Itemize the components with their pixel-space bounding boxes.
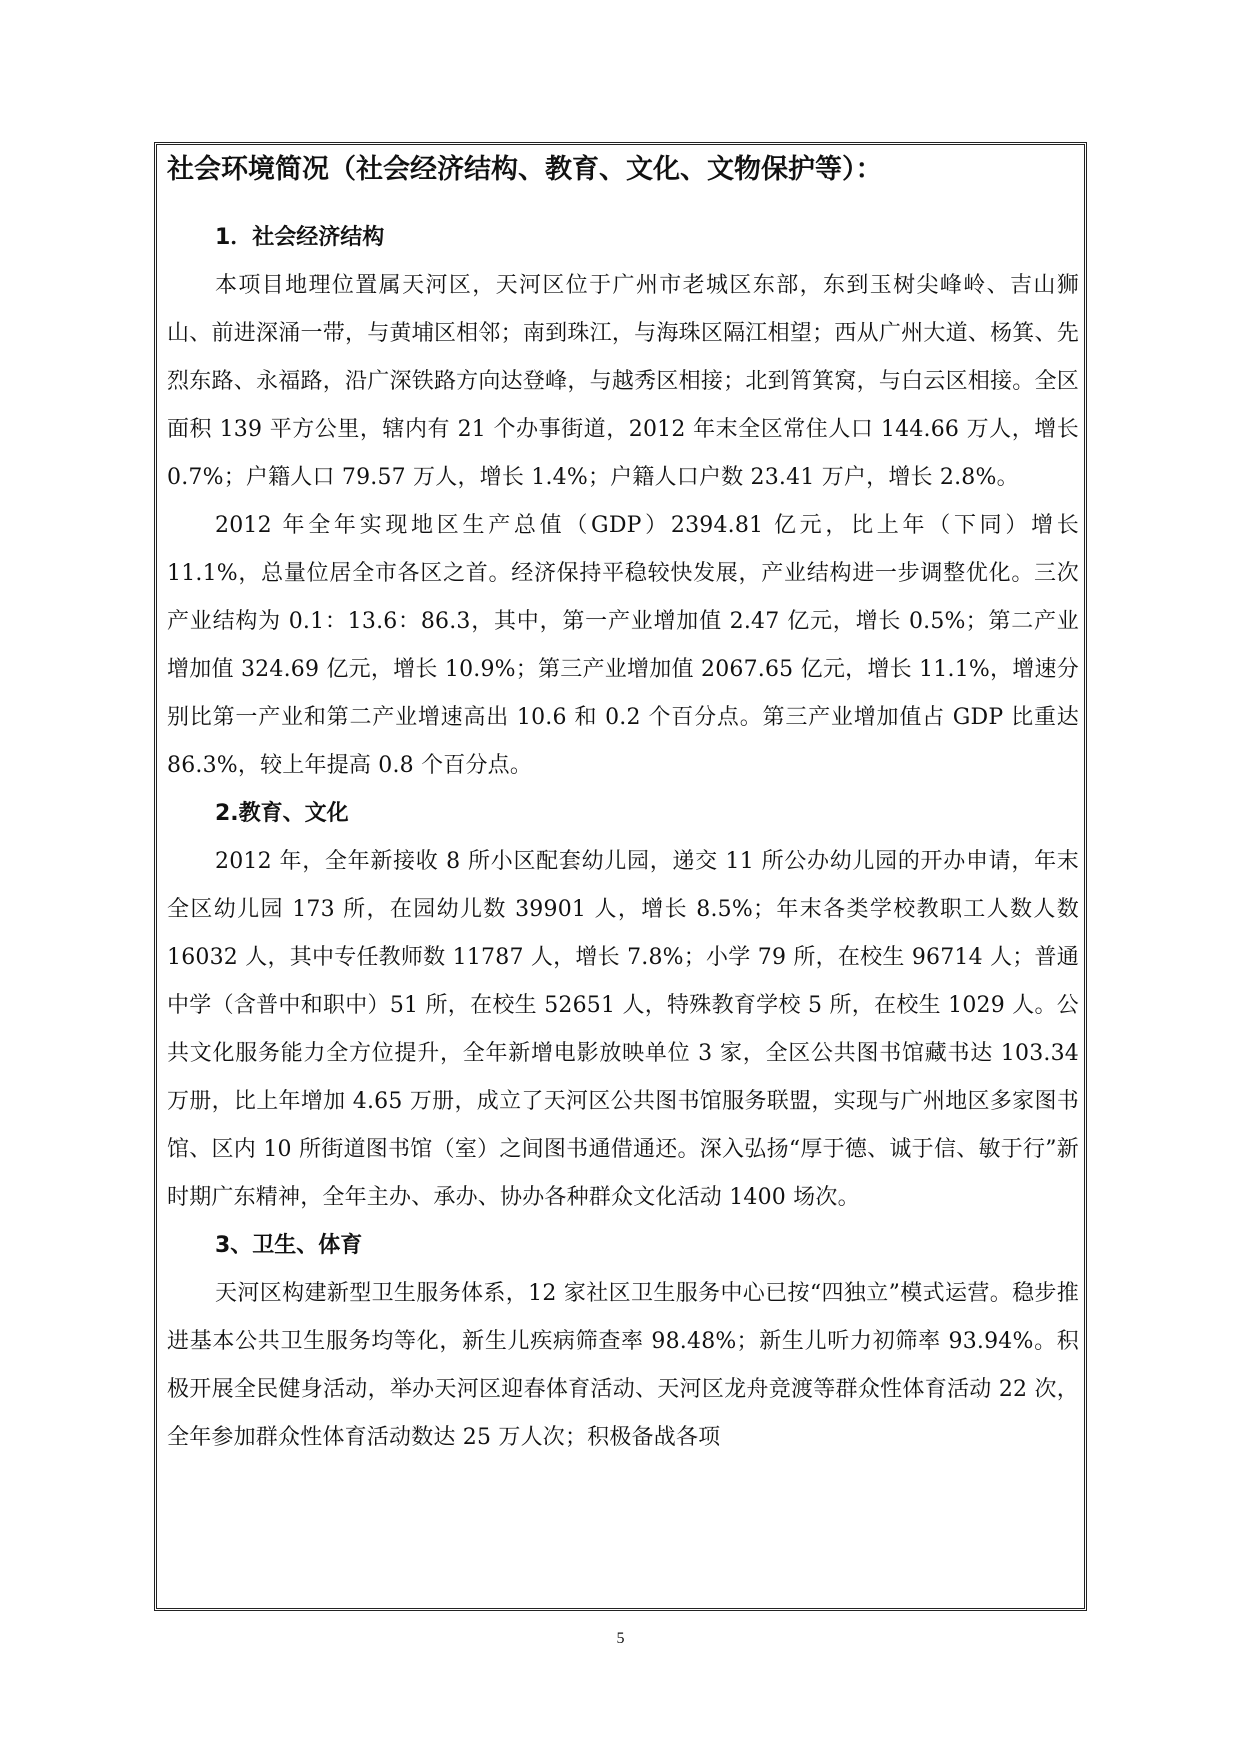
section-title: 社会环境简况（社会经济结构、教育、文化、文物保护等）：: [167, 154, 883, 185]
paragraph-education-culture: 2012 年，全年新接收 8 所小区配套幼儿园，递交 11 所公办幼儿园的开办申请，年末全区幼儿园 173 所，在园幼儿数 39901 人，增长 8.5%；年末各类学校教职工人数人数 16032 人，其中专任教师数 11787 人，增长 7.8%；小学 79 所，在校生 96714 人；普通中学（含普中和职中）51 所，在校生 52651 人，特殊教育学校 5 所，在校生 1029 人。公共文化服务能力全方位提升，全年新增电影放映单位 3 家，全区公共图书馆藏书达 103.34 万册，比上年增加 4.65 万册，成立了天河区公共图书馆服务联盟，实现与广州地区多家图书馆、区内 10 所街道图书馆（室）之间图书通借通还。深入弘扬“厚于德、诚于信、敏于行”新时期广东精神，全年主办、承办、协办各种群众文化活动 1400 场次。: [167, 849, 1079, 1210]
document-body: [167, 148, 1079, 1462]
page-number: 5: [616, 1630, 625, 1647]
heading-education-culture: 2.教育、文化: [215, 801, 349, 826]
paragraph-location-population: 本项目地理位置属天河区，天河区位于广州市老城区东部，东到玉树尖峰岭、吉山狮山、前进深涌一带，与黄埔区相邻；南到珠江，与海珠区隔江相望；西从广州大道、杨箕、先烈东路、永福路，沿广深铁路方向达登峰，与越秀区相接；北到筲箕窝，与白云区相接。全区面积 139 平方公里，辖内有 21 个办事街道，2012 年末全区常住人口 144.66 万人，增长 0.7%；户籍人口 79.57 万人，增长 1.4%；户籍人口户数 23.41 万户，增长 2.8%。: [167, 273, 1079, 490]
paragraph-health-sports: 天河区构建新型卫生服务体系，12 家社区卫生服务中心已按“四独立”模式运营。稳步推进基本公共卫生服务均等化，新生儿疾病筛查率 98.48%；新生儿听力初筛率 93.94%。积极开展全民健身活动，举办天河区迎春体育活动、天河区龙舟竞渡等群众性体育活动 22 次，全年参加群众性体育活动数达 25 万人次；积极备战各项: [167, 1281, 1079, 1450]
paragraph-gdp: 2012 年全年实现地区生产总值（GDP）2394.81 亿元，比上年（下同）增长 11.1%，总量位居全市各区之首。经济保持平稳较快发展，产业结构进一步调整优化。三次产业结构为 0.1：13.6：86.3，其中，第一产业增加值 2.47 亿元，增长 0.5%；第二产业增加值 324.69 亿元，增长 10.9%；第三产业增加值 2067.65 亿元，增长 11.1%，增速分别比第一产业和第二产业增速高出 10.6 和 0.2 个百分点。第三产业增加值占 GDP 比重达 86.3%，较上年提高 0.8 个百分点。: [167, 513, 1079, 778]
heading-health-sports: 3、卫生、体育: [215, 1233, 363, 1258]
heading-economic-structure: 1．社会经济结构: [215, 225, 385, 250]
